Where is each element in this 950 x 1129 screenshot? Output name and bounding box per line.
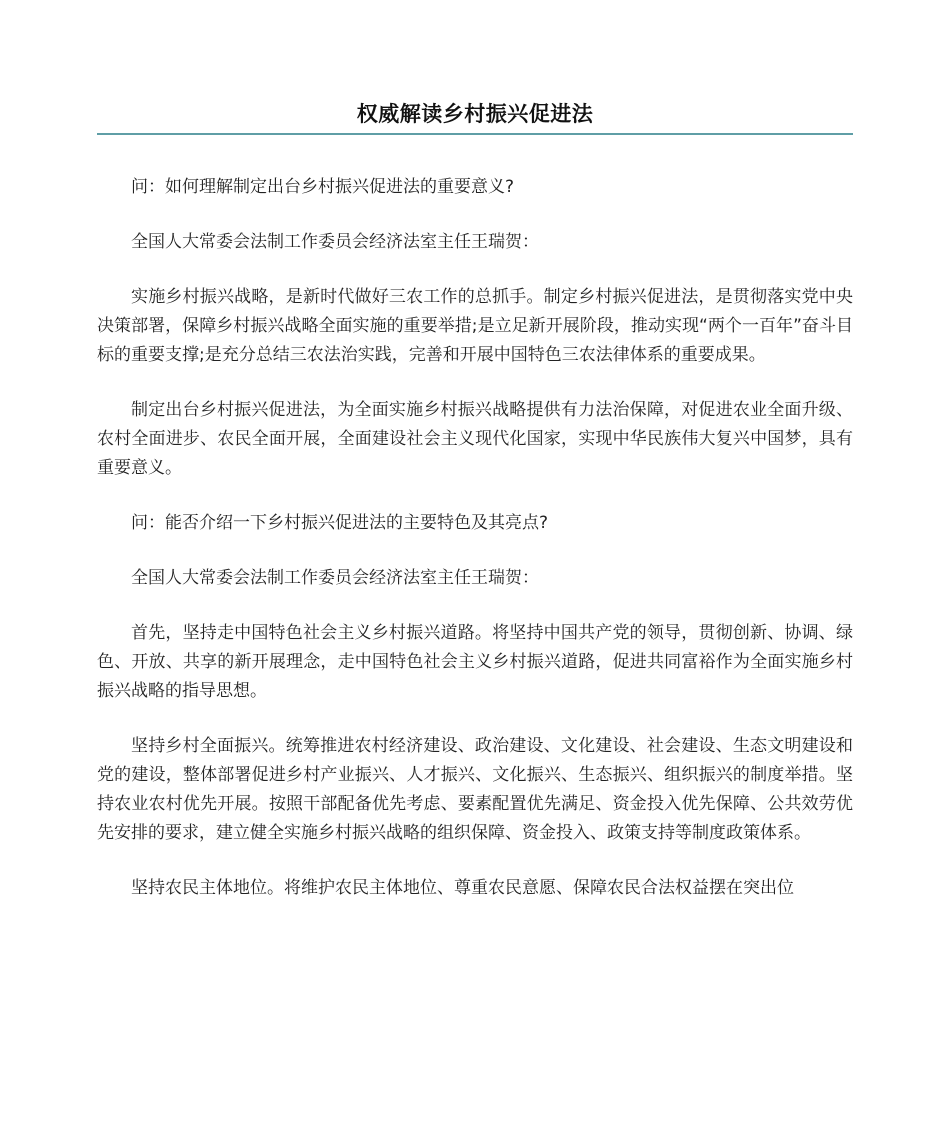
answer-2-speaker: 全国人大常委会法制工作委员会经济法室主任王瑞贺： [131, 568, 539, 588]
answer-2-paragraph-2: 坚持乡村全面振兴。统筹推进农村经济建设、政治建设、文化建设、社会建设、生态文明建设和党的建设，整体部署促进乡村产业振兴、人才振兴、文化振兴、生态振兴、组织振兴的制度举措。坚持农业农村优先开展。按照干部配备优先考虑、要素配置优先满足、资金投入优先保障、公共效劳优先安排的要求，建立健全实施乡村振兴战略的组织保障、资金投入、政策支持等制度政策体系。 [97, 736, 853, 843]
document-title: 权威解读乡村振兴促进法 [356, 102, 594, 126]
answer-2-paragraph-1: 首先，坚持走中国特色社会主义乡村振兴道路。将坚持中国共产党的领导，贯彻创新、协调、绿色、开放、共享的新开展理念，走中国特色社会主义乡村振兴道路，促进共同富裕作为全面实施乡村振兴战略的指导思想。 [97, 623, 853, 701]
document-body [97, 173, 853, 903]
document-page [97, 0, 853, 929]
question-2: 问：能否介绍一下乡村振兴促进法的主要特色及其亮点? [131, 513, 549, 533]
title-divider [97, 133, 853, 135]
answer-1-paragraph-1: 实施乡村振兴战略，是新时代做好三农工作的总抓手。制定乡村振兴促进法，是贯彻落实党中央决策部署，保障乡村振兴战略全面实施的重要举措;是立足新开展阶段，推动实现“两个一百年”奋斗目标的重要支撑;是充分总结三农法治实践，完善和开展中国特色三农法律体系的重要成果。 [97, 287, 853, 365]
answer-2-paragraph-3: 坚持农民主体地位。将维护农民主体地位、尊重农民意愿、保障农民合法权益摆在突出位 [131, 878, 794, 898]
question-1: 问：如何理解制定出台乡村振兴促进法的重要意义? [131, 177, 515, 197]
answer-1-paragraph-2: 制定出台乡村振兴促进法，为全面实施乡村振兴战略提供有力法治保障，对促进农业全面升级、农村全面进步、农民全面开展，全面建设社会主义现代化国家，实现中华民族伟大复兴中国梦，具有重要意义。 [97, 400, 853, 478]
answer-1-speaker: 全国人大常委会法制工作委员会经济法室主任王瑞贺： [131, 232, 539, 252]
